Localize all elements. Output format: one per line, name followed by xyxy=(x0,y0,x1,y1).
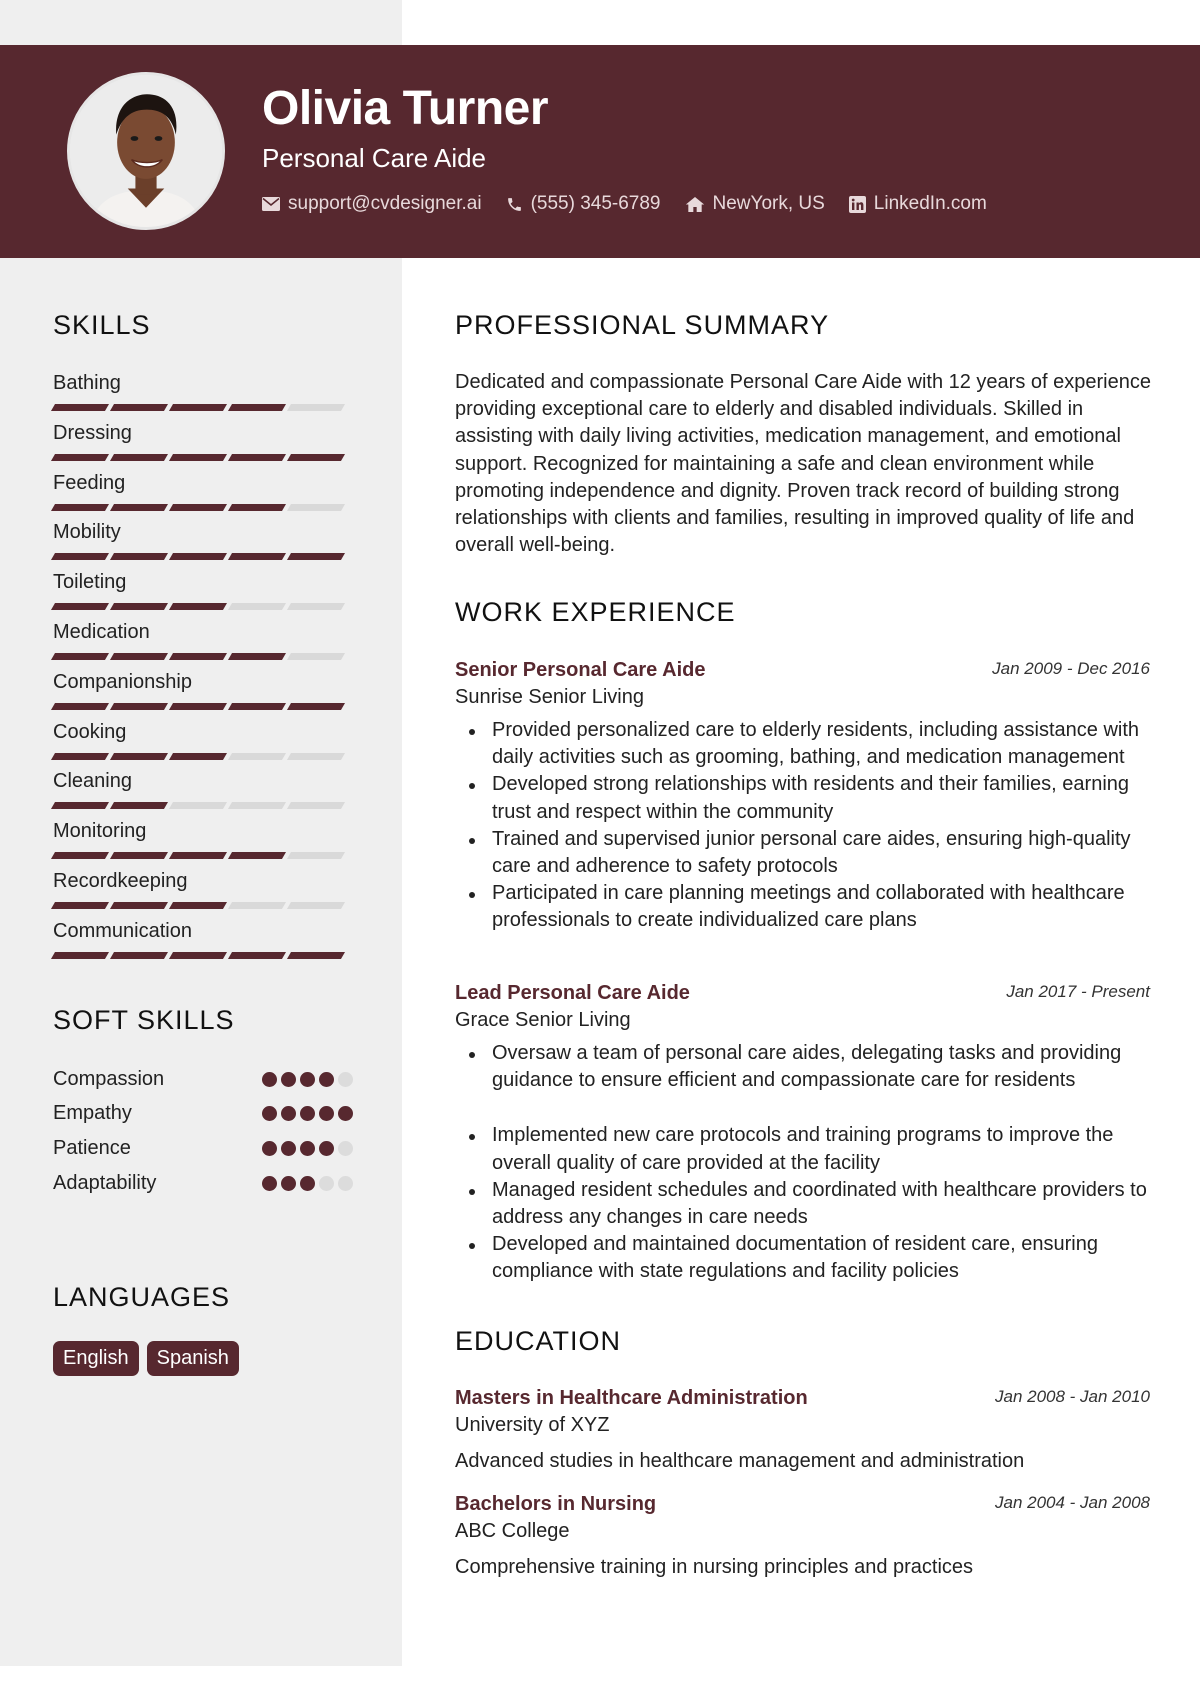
soft-skill-label: Patience xyxy=(53,1136,131,1159)
skill-level-segment xyxy=(169,653,227,660)
skill-level-bar xyxy=(53,404,348,411)
rating-dot xyxy=(338,1141,353,1156)
skill-label: Toileting xyxy=(53,571,127,594)
skill-level-segment xyxy=(228,852,286,859)
language-tag: Spanish xyxy=(147,1341,239,1376)
job-bullet: Developed strong relationships with residents and their families, earning trust and respect within the community xyxy=(455,771,1150,825)
skill-level-segment xyxy=(287,753,345,760)
job-bullet: Oversaw a team of personal care aides, delegating tasks and providing guidance to ensure efficient and compassionate care for residents xyxy=(455,1040,1150,1094)
rating-dot xyxy=(319,1176,334,1191)
skill-level-segment xyxy=(51,553,109,560)
soft-skill-label: Compassion xyxy=(53,1067,165,1090)
skill-item xyxy=(53,369,349,419)
rating-dot xyxy=(300,1141,315,1156)
skill-item xyxy=(53,668,349,718)
skill-level-segment xyxy=(51,952,109,959)
soft-skills-list xyxy=(53,1062,353,1200)
skill-label: Companionship xyxy=(53,670,192,693)
degree-description: Advanced studies in healthcare management and administration xyxy=(455,1450,1025,1472)
skill-level-bar xyxy=(53,852,348,859)
profile-photo-image xyxy=(70,75,222,227)
skill-level-segment xyxy=(51,902,109,909)
candidate-name: Olivia Turner xyxy=(262,82,549,135)
skill-label: Feeding xyxy=(53,471,126,494)
skills-heading: SKILLS xyxy=(53,310,151,340)
skill-label: Cleaning xyxy=(53,770,132,793)
skill-level-segment xyxy=(287,603,345,610)
skill-level-segment xyxy=(51,504,109,511)
rating-dot xyxy=(319,1072,334,1087)
skill-item xyxy=(53,867,349,917)
phone-icon xyxy=(506,196,523,213)
skill-label: Monitoring xyxy=(53,820,147,843)
job-company: Grace Senior Living xyxy=(455,1009,631,1031)
degree-description: Comprehensive training in nursing principles and practices xyxy=(455,1556,974,1578)
rating-dot xyxy=(262,1141,277,1156)
skill-item xyxy=(53,568,349,618)
home-icon xyxy=(685,196,705,213)
skill-level-segment xyxy=(228,553,286,560)
skill-level-segment xyxy=(169,504,227,511)
rating-dot xyxy=(338,1176,353,1191)
skill-label: Medication xyxy=(53,620,150,643)
languages-heading: LANGUAGES xyxy=(53,1282,231,1312)
skill-level-bar xyxy=(53,703,348,710)
soft-skill-item xyxy=(53,1097,353,1132)
job-bullet: Trained and supervised junior personal care aides, ensuring high-quality care and adherence to safety protocols xyxy=(455,826,1150,880)
skill-level-segment xyxy=(287,653,345,660)
skill-level-segment xyxy=(287,703,345,710)
soft-skill-item xyxy=(53,1062,353,1097)
skill-level-segment xyxy=(51,703,109,710)
skill-level-segment xyxy=(228,703,286,710)
degree-title: Bachelors in Nursing xyxy=(455,1493,657,1515)
rating-dot xyxy=(281,1176,296,1191)
job-bullet: Participated in care planning meetings and collaborated with healthcare professionals to create individualized care plans xyxy=(455,880,1150,934)
skill-level-segment xyxy=(228,802,286,809)
skill-level-segment xyxy=(228,653,286,660)
soft-skill-label: Empathy xyxy=(53,1102,132,1125)
skill-level-segment xyxy=(169,753,227,760)
skill-label: Dressing xyxy=(53,421,132,444)
skill-label: Recordkeeping xyxy=(53,869,188,892)
education-entry xyxy=(455,1384,1150,1474)
skill-level-bar xyxy=(53,653,348,660)
bullet-spacer xyxy=(455,1094,1150,1122)
contact-location xyxy=(685,193,825,215)
skill-level-segment xyxy=(228,504,286,511)
skill-level-bar xyxy=(53,454,348,461)
rating-dot xyxy=(281,1141,296,1156)
job-date: Jan 2009 - Dec 2016 xyxy=(992,659,1150,678)
language-tag: English xyxy=(53,1341,139,1376)
rating-dot xyxy=(300,1072,315,1087)
skill-level-segment xyxy=(51,653,109,660)
skill-level-segment xyxy=(51,753,109,760)
summary-heading: PROFESSIONAL SUMMARY xyxy=(455,310,830,340)
skill-level-segment xyxy=(169,603,227,610)
skill-level-segment xyxy=(51,852,109,859)
skill-level-segment xyxy=(110,952,168,959)
job-bullet: Developed and maintained documentation of resident care, ensuring compliance with state regulations and facility policies xyxy=(455,1231,1150,1285)
contact-linkedin[interactable] xyxy=(849,193,987,215)
rating-dot xyxy=(319,1141,334,1156)
soft-skill-rating xyxy=(258,1106,353,1121)
skill-item xyxy=(53,718,349,768)
soft-skill-rating xyxy=(258,1141,353,1156)
rating-dot xyxy=(338,1072,353,1087)
skill-item xyxy=(53,419,349,469)
degree-date: Jan 2004 - Jan 2008 xyxy=(994,1493,1150,1512)
skill-level-segment xyxy=(110,902,168,909)
skill-level-segment xyxy=(287,504,345,511)
rating-dot xyxy=(319,1106,334,1121)
skill-level-segment xyxy=(110,753,168,760)
job-entry xyxy=(455,656,1150,935)
skill-level-segment xyxy=(228,952,286,959)
skill-level-segment xyxy=(169,902,227,909)
skill-level-segment xyxy=(169,802,227,809)
job-bullet: Managed resident schedules and coordinated with healthcare providers to address any changes in care needs xyxy=(455,1177,1150,1231)
rating-dot xyxy=(281,1072,296,1087)
skill-level-segment xyxy=(287,802,345,809)
skill-level-segment xyxy=(228,603,286,610)
job-company: Sunrise Senior Living xyxy=(455,686,644,708)
skill-level-bar xyxy=(53,952,348,959)
skill-level-segment xyxy=(287,553,345,560)
skill-level-bar xyxy=(53,603,348,610)
skill-item xyxy=(53,518,349,568)
languages-list xyxy=(53,1341,247,1376)
soft-skill-item xyxy=(53,1166,353,1201)
skill-level-segment xyxy=(110,504,168,511)
skill-label: Cooking xyxy=(53,720,127,743)
envelope-icon xyxy=(262,197,280,211)
skill-item xyxy=(53,767,349,817)
soft-skills-heading: SOFT SKILLS xyxy=(53,1005,235,1035)
skill-level-segment xyxy=(51,802,109,809)
skill-level-segment xyxy=(169,952,227,959)
skill-label: Communication xyxy=(53,919,192,942)
rating-dot xyxy=(262,1176,277,1191)
soft-skill-label: Adaptability xyxy=(53,1171,157,1194)
contact-row xyxy=(262,193,1011,215)
rating-dot xyxy=(300,1176,315,1191)
rating-dot xyxy=(262,1106,277,1121)
skill-label: Mobility xyxy=(53,521,121,544)
skill-level-segment xyxy=(51,603,109,610)
job-entry xyxy=(455,979,1150,1286)
candidate-title: Personal Care Aide xyxy=(262,143,487,173)
skill-level-bar xyxy=(53,504,348,511)
soft-skill-rating xyxy=(258,1072,353,1087)
skill-level-segment xyxy=(228,902,286,909)
linkedin-icon xyxy=(849,196,866,213)
soft-skill-item xyxy=(53,1131,353,1166)
skill-level-segment xyxy=(169,703,227,710)
skill-level-bar xyxy=(53,902,348,909)
skill-level-bar xyxy=(53,553,348,560)
rating-dot xyxy=(262,1072,277,1087)
contact-email[interactable] xyxy=(262,193,482,215)
degree-title: Masters in Healthcare Administration xyxy=(455,1387,808,1409)
skill-level-segment xyxy=(51,404,109,411)
rating-dot xyxy=(338,1106,353,1121)
school-name: University of XYZ xyxy=(455,1414,610,1436)
skill-level-segment xyxy=(169,454,227,461)
job-title: Senior Personal Care Aide xyxy=(455,659,706,681)
soft-skill-rating xyxy=(258,1176,353,1191)
job-bullet: Implemented new care protocols and training programs to improve the overall quality of care provided at the facility xyxy=(455,1122,1150,1176)
skill-level-segment xyxy=(228,454,286,461)
degree-date: Jan 2008 - Jan 2010 xyxy=(994,1387,1150,1406)
header-banner xyxy=(0,45,1200,258)
skill-item xyxy=(53,618,349,668)
rating-dot xyxy=(281,1106,296,1121)
skill-level-segment xyxy=(287,902,345,909)
phone-text: (555) 345-6789 xyxy=(530,193,661,214)
location-text: NewYork, US xyxy=(712,193,825,214)
skill-level-segment xyxy=(51,454,109,461)
skill-level-segment xyxy=(228,404,286,411)
profile-photo xyxy=(67,72,225,230)
skill-level-segment xyxy=(110,603,168,610)
skill-level-segment xyxy=(110,404,168,411)
job-title: Lead Personal Care Aide xyxy=(455,982,690,1004)
summary-text: Dedicated and compassionate Personal Care Aide with 12 years of experience providing exceptional care to elderly and disabled individuals. Skilled in assisting with daily living activities, medication management, and emotional support. Recognized for maintaining a safe and clean environment while promoting independence and dignity. Proven track record of building strong relationships with clients and families, resulting in improved quality of life and overall well-being. xyxy=(455,371,1151,557)
skill-level-segment xyxy=(287,454,345,461)
skills-list xyxy=(53,369,349,967)
job-date: Jan 2017 - Present xyxy=(1006,982,1150,1001)
linkedin-text: LinkedIn.com xyxy=(873,193,987,214)
skill-level-segment xyxy=(110,454,168,461)
skill-level-segment xyxy=(169,553,227,560)
skill-level-segment xyxy=(287,852,345,859)
skill-level-segment xyxy=(110,653,168,660)
contact-phone[interactable] xyxy=(506,193,661,215)
job-bullets xyxy=(455,1040,1150,1286)
skill-level-segment xyxy=(228,753,286,760)
skill-level-segment xyxy=(287,952,345,959)
skill-level-segment xyxy=(110,553,168,560)
skill-level-bar xyxy=(53,753,348,760)
skill-label: Bathing xyxy=(53,372,121,394)
skill-level-segment xyxy=(110,802,168,809)
school-name: ABC College xyxy=(455,1520,570,1542)
rating-dot xyxy=(300,1106,315,1121)
education-entry xyxy=(455,1490,1150,1580)
job-bullet: Provided personalized care to elderly residents, including assistance with daily activities such as grooming, bathing, and medication management xyxy=(455,717,1150,771)
skill-level-segment xyxy=(110,852,168,859)
skill-level-segment xyxy=(169,404,227,411)
skill-level-segment xyxy=(110,703,168,710)
skill-level-bar xyxy=(53,802,348,809)
email-text: support@cvdesigner.ai xyxy=(288,193,482,214)
skill-item xyxy=(53,917,349,967)
skill-level-segment xyxy=(169,852,227,859)
skill-level-segment xyxy=(287,404,345,411)
job-bullets xyxy=(455,717,1150,935)
experience-heading: WORK EXPERIENCE xyxy=(455,597,736,627)
skill-item xyxy=(53,817,349,867)
skill-item xyxy=(53,469,349,519)
education-heading: EDUCATION xyxy=(455,1326,622,1356)
